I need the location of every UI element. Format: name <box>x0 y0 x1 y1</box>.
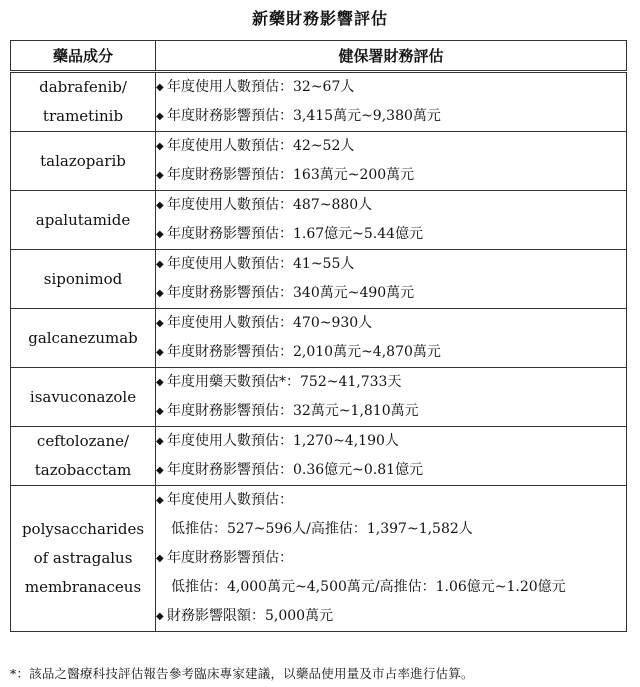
estimate-cell <box>156 132 627 191</box>
diamond-bullet-icon: ◆ <box>156 553 164 564</box>
table-row <box>11 72 627 132</box>
drug-name: of astragalus <box>33 549 133 567</box>
drug-name-cell <box>11 132 156 191</box>
header-estimate: 健保署財務評估 <box>156 41 627 72</box>
drug-name: galcanezumab <box>28 328 138 347</box>
drug-name: ceftolozane/ <box>36 432 130 450</box>
drug-name: trametinib <box>42 107 124 125</box>
diamond-bullet-icon: ◆ <box>156 318 164 329</box>
estimate-line: ◆ 年度使用人數預估：470~930人 <box>156 309 626 338</box>
drug-name-cell <box>11 486 156 632</box>
estimate-line: ◆ 財務影響限額：5,000萬元 <box>156 602 626 631</box>
estimate-line: ◆ 年度使用人數預估：41~55人 <box>156 250 626 279</box>
drug-name-cell <box>11 250 156 309</box>
diamond-bullet-icon: ◆ <box>156 436 164 447</box>
diamond-bullet-icon: ◆ <box>156 611 164 622</box>
document-title: 新藥財務影響評估 <box>251 9 388 28</box>
drug-name: apalutamide <box>35 210 131 229</box>
diamond-bullet-icon: ◆ <box>156 229 164 240</box>
drug-name: tazobacctam <box>34 461 132 479</box>
estimate-cell <box>156 72 627 132</box>
table-row <box>11 191 627 250</box>
estimate-line: ◆ 年度財務影響預估：3,415萬元~9,380萬元 <box>156 102 626 131</box>
estimate-line: ◆ 年度財務影響預估：340萬元~490萬元 <box>156 279 626 308</box>
diamond-bullet-icon: ◆ <box>156 111 164 122</box>
diamond-bullet-icon: ◆ <box>156 495 164 506</box>
diamond-bullet-icon: ◆ <box>156 347 164 358</box>
footnote: *：該品之醫療科技評估報告參考臨床專家建議，以藥品使用量及市占率進行估算。 <box>10 666 474 681</box>
financial-impact-table <box>10 40 627 632</box>
diamond-bullet-icon: ◆ <box>156 82 164 93</box>
table-row <box>11 427 627 486</box>
table-row <box>11 368 627 427</box>
table-header-row <box>11 41 627 72</box>
estimate-cell <box>156 368 627 427</box>
estimate-detail: 低推估：4,000萬元~4,500萬元/高推估：1.06億元~1.20億元 <box>171 579 566 595</box>
estimate-line: ◆ 年度財務影響預估：32萬元~1,810萬元 <box>156 397 626 426</box>
drug-name-cell <box>11 427 156 486</box>
estimate-cell <box>156 191 627 250</box>
estimate-line: ◆ 年度使用人數預估：487~880人 <box>156 191 626 220</box>
drug-name: siponimod <box>43 269 123 288</box>
estimate-line: ◆ 年度財務影響預估：2,010萬元~4,870萬元 <box>156 338 626 367</box>
estimate-cell <box>156 250 627 309</box>
diamond-bullet-icon: ◆ <box>156 465 164 476</box>
estimate-line: ◆ 年度財務影響預估：1.67億元~5.44億元 <box>156 220 626 249</box>
drug-name: polysaccharides <box>21 520 145 538</box>
drug-name: membranaceus <box>24 578 142 596</box>
table-row <box>11 132 627 191</box>
estimate-line: ◆ 年度財務影響預估：163萬元~200萬元 <box>156 161 626 190</box>
estimate-cell <box>156 427 627 486</box>
estimate-line: ◆ 年度財務影響預估： <box>156 544 626 573</box>
diamond-bullet-icon: ◆ <box>156 406 164 417</box>
drug-name-cell <box>11 191 156 250</box>
drug-name: dabrafenib/ <box>39 78 127 96</box>
estimate-line: ◆ 年度使用人數預估：32~67人 <box>156 73 626 102</box>
drug-name-cell <box>11 72 156 132</box>
drug-name: talazoparib <box>40 151 126 170</box>
drug-name-cell <box>11 309 156 368</box>
estimate-line: ◆ 年度使用人數預估：42~52人 <box>156 132 626 161</box>
diamond-bullet-icon: ◆ <box>156 141 164 152</box>
estimate-cell <box>156 486 627 632</box>
diamond-bullet-icon: ◆ <box>156 288 164 299</box>
diamond-bullet-icon: ◆ <box>156 170 164 181</box>
table-row <box>11 309 627 368</box>
estimate-line: ◆ 年度財務影響預估：0.36億元~0.81億元 <box>156 456 626 485</box>
estimate-line: ◆ 年度用藥天數預估*：752~41,733天 <box>156 368 626 397</box>
drug-name: isavuconazole <box>29 387 137 406</box>
diamond-bullet-icon: ◆ <box>156 259 164 270</box>
estimate-line: ◆ 年度使用人數預估： <box>156 486 626 515</box>
table-row <box>11 250 627 309</box>
table-row <box>11 486 627 632</box>
diamond-bullet-icon: ◆ <box>156 377 164 388</box>
estimate-line: ◆ 年度使用人數預估：1,270~4,190人 <box>156 427 626 456</box>
diamond-bullet-icon: ◆ <box>156 200 164 211</box>
estimate-detail: 低推估：527~596人/高推估：1,397~1,582人 <box>171 521 473 537</box>
estimate-cell <box>156 309 627 368</box>
drug-name-cell <box>11 368 156 427</box>
header-drug: 藥品成分 <box>11 41 156 72</box>
